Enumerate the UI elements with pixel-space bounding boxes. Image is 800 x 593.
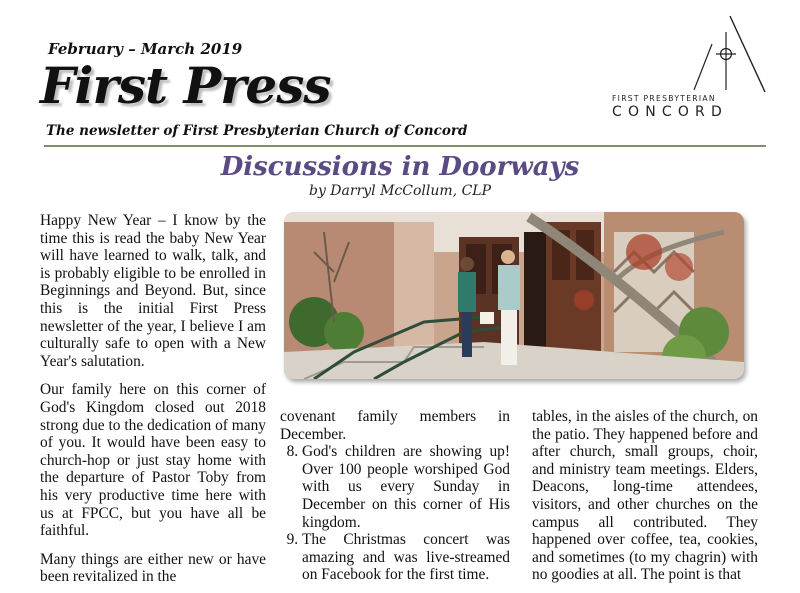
article-byline: by Darryl McCollum, CLP	[308, 183, 491, 199]
newsletter-masthead: First Press	[40, 56, 331, 115]
list-item: 9. The Christmas concert was amazing and was live-streamed on Facebook for the first time.	[302, 531, 510, 584]
logo-line-2: CONCORD	[612, 104, 728, 120]
steeple-cross-icon	[612, 14, 768, 94]
paragraph: tables, in the aisles of the church, on the patio. They happened before and after church, small groups, choir, and ministry team meetings. Elders, Deacons, long-time attendees, visitors, and other churches on the campus all contributed. They happened over coffee, tea, cookies, and sometimes (to my chagrin) with no goodies at all. The point is that	[532, 408, 758, 584]
paragraph: Our family here on this corner of God's Kingdom closed out 2018 strong due to the dedication of many of you. It would have been easy to church-hop or just stay home with the departure of Pastor Toby from his very productive time here with us at FPCC, but you have all be faithful.	[40, 381, 266, 540]
logo-line-1: FIRST PRESBYTERIAN	[612, 94, 716, 103]
article-column-2	[280, 408, 510, 593]
paragraph: covenant family members in December.	[280, 408, 510, 443]
header-divider	[44, 145, 766, 147]
article-column-3	[532, 408, 758, 593]
church-doorway-photo	[284, 212, 744, 379]
article-title: Discussions in Doorways	[220, 152, 580, 182]
paragraph: Happy New Year – I know by the time this is read the baby New Year will have learned to walk, talk, and is probably eligible to be enrolled in Beginnings and Beyond. But, since this is the initial First Press newsletter of the year, I believe I am culturally safe to open with a New Year's salutation.	[40, 212, 266, 370]
church-logo	[612, 14, 768, 124]
list-item: 8. God's children are showing up! Over 100 people worshiped God with us every Sunday in December on this corner of His kingdom.	[302, 443, 510, 531]
article-column-1	[40, 212, 266, 593]
newsletter-tagline: The newsletter of First Presbyterian Church of Concord	[46, 123, 468, 139]
paragraph: Many things are either new or have been revitalized in the	[40, 550, 266, 586]
numbered-list	[280, 443, 510, 584]
issue-date: February – March 2019	[48, 40, 243, 58]
